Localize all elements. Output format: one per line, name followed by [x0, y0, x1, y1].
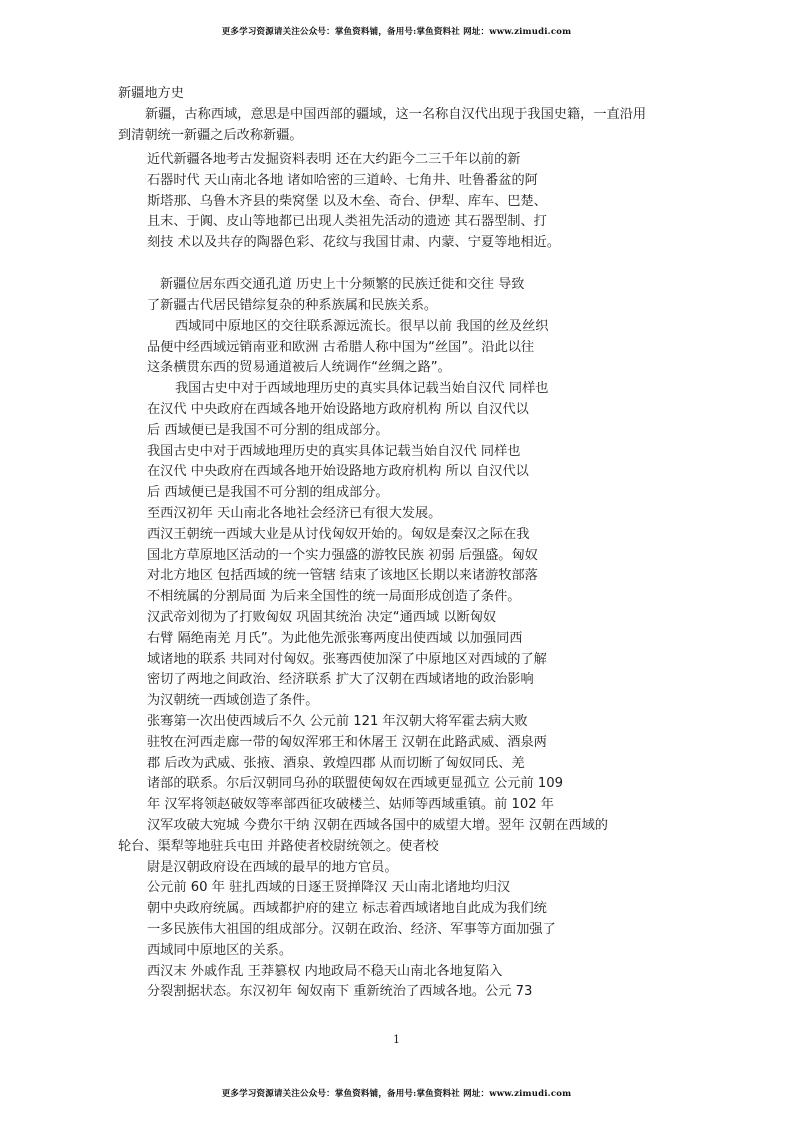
text-line: 新疆位居东西交通孔道 历史上十分频繁的民族迁徙和交往 导致	[160, 277, 525, 292]
text-line: 年 汉军将领赵破奴等率部西征攻破楼兰、姑师等西域重镇。前 102 年	[147, 797, 554, 812]
text-line: 汉军攻破大宛城 今费尔干纳 汉朝在西域各国中的威望大增。翌年 汉朝在西域的	[147, 818, 608, 833]
text-line: 公元前 60 年 驻扎西域的日逐王贤掸降汉 天山南北诸地均归汉	[147, 880, 511, 895]
text-line: 后 西域便已是我国不可分割的组成部分。	[147, 485, 389, 500]
text-line: 刻技 术以及共存的陶器色彩、花纹与我国甘肃、内蒙、宁夏等地相近。	[147, 235, 561, 250]
text-line: 我国古史中对于西域地理历史的真实具体记载当始自汉代 同样也	[175, 381, 549, 396]
text-line: 在汉代 中央政府在西域各地开始设路地方政府机构 所以 自汉代以	[147, 402, 529, 417]
text-line: 为汉朝统一西域创造了条件。	[147, 693, 319, 708]
text-line: 分裂割据状态。东汉初年 匈奴南下 重新统治了西域各地。公元 73	[147, 984, 533, 999]
text-line: 斯塔那、乌鲁木齐县的柴窝堡 以及木垒、奇台、伊犁、库车、巴楚、	[147, 194, 547, 209]
text-line: 至西汉初年 天山南北各地社会经济已有很大发展。	[147, 506, 442, 521]
text-line: 了新疆古代居民错综复杂的种系族属和民族关系。	[147, 298, 438, 313]
text-line: 石器时代 天山南北各地 诸如哈密的三道岭、七角井、吐鲁番盆的阿	[147, 173, 538, 188]
text-line: 驻牧在河西走廊一带的匈奴浑邪王和休屠王 汉朝在此路武威、酒泉两	[147, 735, 547, 750]
text-line: 域诸地的联系 共同对付匈奴。张骞西使加深了中原地区对西域的了解	[147, 652, 547, 667]
page-number: 1	[393, 1033, 400, 1046]
text-line: 这条横贯东西的贸易通道被后人统调作“丝绸之路”。	[147, 360, 451, 375]
text-line: 我国古史中对于西域地理历史的真实具体记载当始自汉代 同样也	[147, 444, 521, 459]
text-line: 西汉末 外戚作乱 王莽篡权 内地政局不稳天山南北各地复陷入	[147, 964, 503, 979]
text-line: 尉是汉朝政府设在西域的最早的地方官员。	[147, 860, 398, 875]
text-line: 在汉代 中央政府在西域各地开始设路地方政府机构 所以 自汉代以	[147, 464, 529, 479]
footer-banner: 更多学习资源请关注公众号：掌鱼资料铺，备用号:掌鱼资料社 网址：www.zimudi.com	[221, 1089, 572, 1099]
text-line: 西域同中原地区的交往联系源远流长。很早以前 我国的丝及丝织	[175, 319, 549, 334]
text-line: 西域同中原地区的关系。	[147, 943, 293, 958]
text-line: 新疆，古称西域，意思是中国西部的疆域，这一名称自汉代出现于我国史籍，一直沿用	[145, 107, 647, 122]
text-line: 郡 后改为武威、张掖、酒泉、敦煌四郡 从而切断了匈奴同氐、羌	[147, 756, 525, 771]
text-line: 一多民族伟大祖国的组成部分。汉朝在政治、经济、军事等方面加强了	[147, 922, 556, 937]
text-line: 张骞第一次出使西域后不久 公元前 121 年汉朝大将军霍去病大败	[147, 714, 528, 729]
text-line: 轮台、渠犁等地驻兵屯田 并路使者校尉统领之。使者校	[118, 839, 439, 854]
document-title: 新疆地方史	[118, 86, 184, 101]
text-line: 近代新疆各地考古发掘资料表明 还在大约距今二三千年以前的新	[147, 152, 521, 167]
text-line: 后 西域便已是我国不可分割的组成部分。	[147, 423, 389, 438]
text-line: 国北方草原地区活动的一个实力强盛的游牧民族 初弱 后强盛。匈奴	[147, 548, 538, 563]
text-line: 到清朝统一新疆之后改称新疆。	[118, 128, 303, 143]
text-line: 对北方地区 包括西域的统一管辖 结束了该地区长期以来诸游牧部落	[147, 568, 538, 583]
text-line: 且末、于阗、皮山等地都已出现人类祖先活动的遗迹 其石器型制、打	[147, 214, 547, 229]
text-line: 右臂 隔绝南羌 月氏”。为此他先派张骞两度出使西域 以加强同西	[147, 631, 523, 646]
text-line: 不相统属的分割局面 为后来全国性的统一局面形成创造了条件。	[147, 589, 521, 604]
text-line: 密切了两地之间政治、经济联系 扩大了汉朝在西域诸地的政治影响	[147, 672, 534, 687]
text-line: 朝中央政府统属。西域都护府的建立 标志着西域诸地自此成为我们统	[147, 901, 547, 916]
text-line: 汉武帝刘彻为了打败匈奴 巩固其统治 决定“通西域 以断匈奴	[147, 610, 497, 625]
text-line: 诸部的联系。尔后汉朝同乌孙的联盟使匈奴在西域更显孤立 公元前 109	[147, 776, 563, 791]
text-line: 西汉王朝统一西域大业是从讨伐匈奴开始的。匈奴是秦汉之际在我	[147, 527, 530, 542]
text-line: 品便中经西域远销南亚和欧洲 古希腊人称中国为“丝国”。沿此以往	[147, 340, 535, 355]
header-banner: 更多学习资源请关注公众号：掌鱼资料铺，备用号:掌鱼资料社 网址：www.zimudi.com	[221, 27, 572, 37]
